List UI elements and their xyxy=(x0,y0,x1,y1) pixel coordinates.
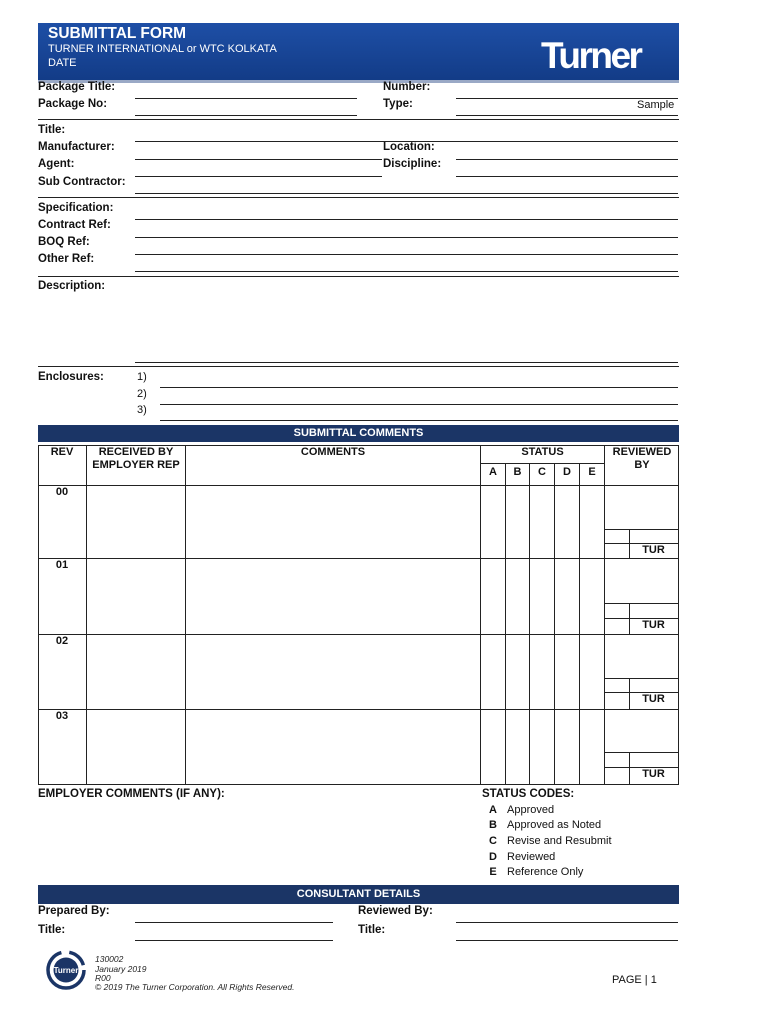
rev-number: 03 xyxy=(55,710,69,722)
package-title-label: Package Title: xyxy=(38,81,116,93)
boq-ref-label: BOQ Ref: xyxy=(38,236,90,248)
location-field[interactable] xyxy=(456,159,678,160)
specification-field[interactable] xyxy=(135,219,678,220)
contract-ref-label: Contract Ref: xyxy=(38,219,111,231)
contract-ref-field[interactable] xyxy=(135,237,678,238)
enclosure-number: 3) xyxy=(137,404,147,416)
reviewer-code: TUR xyxy=(642,768,665,780)
page-number: PAGE | 1 xyxy=(612,974,657,986)
table-row-divider xyxy=(38,709,679,710)
form-subtitle: TURNER INTERNATIONAL or WTC KOLKATA xyxy=(48,43,277,55)
rev-number: 00 xyxy=(55,486,69,498)
number-field[interactable] xyxy=(456,98,678,99)
employer-comments-label: EMPLOYER COMMENTS (IF ANY): xyxy=(38,788,225,800)
column-divider xyxy=(579,463,580,785)
boq-ref-field[interactable] xyxy=(135,254,678,255)
rev-number: 02 xyxy=(55,635,69,647)
description-field[interactable] xyxy=(135,362,678,363)
prepared-by-field[interactable] xyxy=(135,922,333,923)
column-divider xyxy=(185,445,186,785)
submittal-comments-band: SUBMITTAL COMMENTS xyxy=(38,425,679,442)
reviewed-by-label: Reviewed By: xyxy=(358,905,433,917)
enclosure-2-field[interactable] xyxy=(160,404,678,405)
status-e-header: E xyxy=(588,466,596,478)
reviewed-subdivider xyxy=(604,678,679,679)
package-no-field[interactable] xyxy=(135,115,357,116)
column-divider xyxy=(86,445,87,785)
status-code-text: Reviewed xyxy=(507,851,556,863)
submittal-comments-table xyxy=(38,445,679,785)
section-divider xyxy=(38,366,679,367)
title-label: Title: xyxy=(38,124,66,136)
status-subheader-divider xyxy=(480,463,604,464)
seal-text: Turner xyxy=(53,966,79,975)
status-code-text: Approved xyxy=(507,804,555,816)
table-row-divider xyxy=(38,558,679,559)
col-rev-header: REV xyxy=(50,446,74,458)
enclosures-label: Enclosures: xyxy=(38,371,104,383)
specification-label: Specification: xyxy=(38,202,114,214)
turner-seal-logo xyxy=(43,950,89,990)
rev-number: 01 xyxy=(55,559,69,571)
section-divider xyxy=(38,119,679,120)
reviewer-code: TUR xyxy=(642,544,665,556)
column-divider xyxy=(505,463,506,785)
enclosure-3-field[interactable] xyxy=(160,420,678,421)
reviewer-code: TUR xyxy=(642,619,665,631)
reviewed-subdivider xyxy=(604,752,679,753)
status-code-letter: D xyxy=(489,851,497,863)
reviewed-by-field[interactable] xyxy=(456,922,678,923)
agent-label: Agent: xyxy=(38,158,75,170)
other-ref-label: Other Ref: xyxy=(38,253,95,265)
column-divider xyxy=(480,445,481,785)
status-c-header: C xyxy=(538,466,546,478)
col-status-header: STATUS xyxy=(521,446,564,458)
type-field[interactable] xyxy=(456,115,678,116)
status-code-letter: B xyxy=(489,819,497,831)
reviewed-title-field[interactable] xyxy=(456,940,678,941)
discipline-field[interactable] xyxy=(456,176,678,177)
status-codes-title: STATUS CODES: xyxy=(482,788,575,800)
table-header-divider xyxy=(38,485,679,486)
manufacturer-label: Manufacturer: xyxy=(38,141,115,153)
status-code-letter: E xyxy=(489,866,497,878)
status-b-header: B xyxy=(513,466,522,478)
status-d-header: D xyxy=(563,466,571,478)
reviewed-subdivider xyxy=(604,529,679,530)
doc-date: January 2019 xyxy=(95,964,147,974)
section-divider xyxy=(38,197,679,198)
agent-field[interactable] xyxy=(135,176,382,177)
type-value: Sample xyxy=(637,99,675,111)
type-label: Type: xyxy=(383,98,413,110)
date-label: DATE xyxy=(48,57,77,69)
enclosure-number: 1) xyxy=(137,371,147,383)
status-code-text: Reference Only xyxy=(507,866,584,878)
col-received-header: RECEIVED BY EMPLOYER REP xyxy=(92,446,180,471)
header-shadow xyxy=(38,80,679,83)
status-code-letter: C xyxy=(489,835,497,847)
consultant-details-band: CONSULTANT DETAILS xyxy=(38,885,679,904)
status-a-header: A xyxy=(489,466,497,478)
form-title: SUBMITTAL FORM xyxy=(48,25,187,42)
col-reviewed-header: REVIEWED BY xyxy=(612,446,672,471)
location-label: Location: xyxy=(383,141,435,153)
status-code-letter: A xyxy=(489,804,497,816)
section-divider xyxy=(38,276,679,277)
column-divider xyxy=(604,445,605,785)
status-code-text: Approved as Noted xyxy=(507,819,602,831)
other-ref-field[interactable] xyxy=(135,271,678,272)
package-title-field[interactable] xyxy=(135,98,357,99)
subcontractor-label: Sub Contractor: xyxy=(38,176,126,188)
column-divider xyxy=(529,463,530,785)
column-divider xyxy=(554,463,555,785)
number-label: Number: xyxy=(383,81,431,93)
col-comments-header: COMMENTS xyxy=(300,446,366,458)
turner-seal-icon xyxy=(43,950,89,990)
prepared-title-label: Title: xyxy=(38,924,66,936)
enclosure-1-field[interactable] xyxy=(160,387,678,388)
prepared-by-label: Prepared By: xyxy=(38,905,110,917)
doc-revision: R00 xyxy=(95,973,111,983)
reviewed-title-label: Title: xyxy=(358,924,386,936)
prepared-title-field[interactable] xyxy=(135,940,333,941)
reviewer-code: TUR xyxy=(642,693,665,705)
package-no-label: Package No: xyxy=(38,98,108,110)
title-field[interactable] xyxy=(135,141,678,142)
copyright-text: © 2019 The Turner Corporation. All Rights Reserved. xyxy=(95,982,295,992)
discipline-label: Discipline: xyxy=(383,158,442,170)
enclosure-number: 2) xyxy=(137,388,147,400)
table-row-divider xyxy=(38,634,679,635)
reviewed-subdivider xyxy=(604,603,679,604)
status-code-text: Revise and Resubmit xyxy=(507,835,612,847)
description-label: Description: xyxy=(38,280,106,292)
manufacturer-field[interactable] xyxy=(135,159,382,160)
doc-number: 130002 xyxy=(95,954,124,964)
turner-logo: Turner xyxy=(541,35,641,76)
subcontractor-field[interactable] xyxy=(135,193,678,194)
